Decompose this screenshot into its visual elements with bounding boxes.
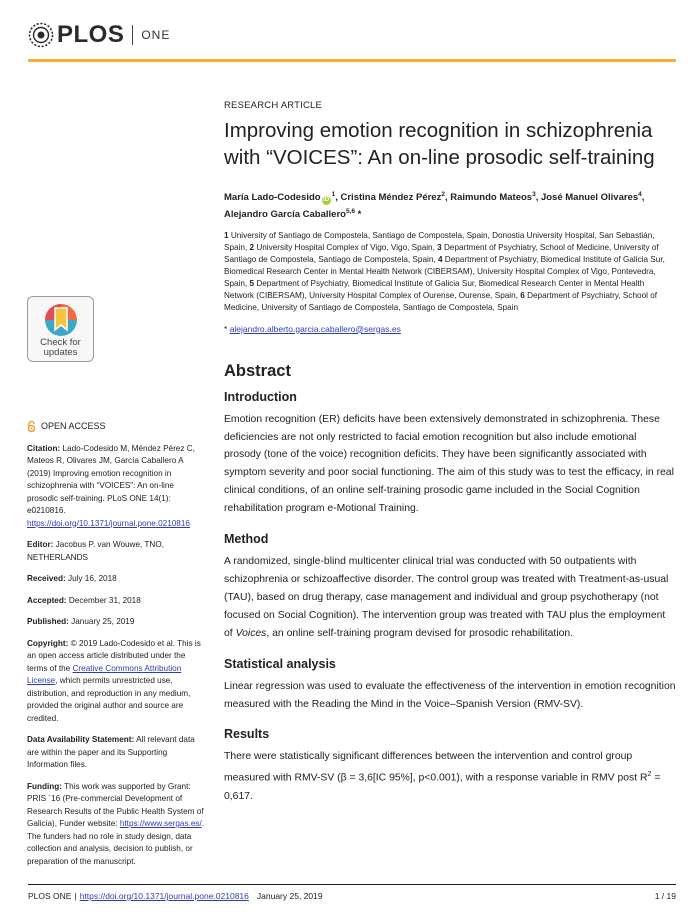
bookmark-icon (39, 302, 83, 338)
article-type: RESEARCH ARTICLE (224, 100, 323, 111)
affiliation-number: 1 (224, 231, 229, 241)
published-date: January 25, 2019 (71, 617, 135, 626)
footer-divider: | (74, 891, 77, 901)
article-title: Improving emotion recognition in schizophrenia with “VOICES”: An on-line prosodic self-training (224, 119, 655, 169)
author-separator: , (641, 192, 645, 204)
author-separator: , (444, 192, 451, 204)
footer-rule (28, 884, 676, 885)
section-heading-introduction: Introduction (224, 389, 297, 404)
open-access-label (27, 420, 207, 433)
published-label: Published: (27, 617, 69, 626)
affiliation-number: 4 (437, 255, 443, 265)
email-link[interactable]: alejandro.alberto.garcia.caballero@sergas.es (229, 323, 401, 334)
funding-block (27, 781, 207, 869)
section-body-method (224, 553, 676, 643)
editor-text: Jacobus P. van Wouwe, TNO, NETHERLANDS (27, 540, 164, 562)
footer-doi-link[interactable]: https://doi.org/10.1371/journal.pone.0210816 (79, 891, 249, 901)
author-affiliation-sup: 5,6 (345, 208, 356, 216)
journal-name: ONE (141, 28, 171, 42)
affiliation-number: 2 (249, 243, 255, 253)
citation-block (27, 443, 207, 531)
accepted-date: December 31, 2018 (68, 595, 141, 605)
accepted-block (27, 595, 207, 608)
orcid-icon[interactable]: iD (323, 197, 330, 204)
results-text-2: = 0,617. (224, 772, 661, 802)
received-block (27, 573, 207, 586)
citation-text: Lado-Codesido M, Méndez Pérez C, Mateos R, Olivares JM, García Caballero A (2019) Improving emotion recognition in schizophrenia with “VOICES”: An on-line prosodic self-training. PLoS ONE 14(1): e0210816. (27, 443, 195, 515)
affiliation-text: Department of Psychiatry, School of Medicine, University of Santiago de Compostela, Santiago de Compostela, Spain, (224, 243, 659, 265)
author-name[interactable]: José Manuel Olivares (540, 192, 639, 204)
section-heading-results: Results (224, 727, 270, 742)
affiliation-text: Department of Psychiatry, Biomedical Institute of Galicia Sur, Biomedical Research Center in Mental Health Network (CIBERSAM), University Hospital Complex of Vigo, Pontevedra, Spain, (224, 255, 665, 288)
corresponding-author-mark: * (355, 209, 362, 221)
check-updates-label (28, 338, 93, 358)
published-block (27, 616, 207, 629)
page-header (0, 0, 697, 62)
r-squared-sup: 2 (647, 771, 652, 779)
author-affiliation-sup: 2 (441, 191, 445, 198)
affiliations (224, 230, 676, 313)
section-body-statistical-analysis: Linear regression was used to evaluate the effectiveness of the intervention in emotion recognition measured with the Reading the Mind in the Voice–Spanish Version (RMV-SV). (224, 680, 676, 710)
open-access-text: OPEN ACCESS (41, 421, 106, 431)
affiliation-text: Department of Psychiatry, Biomedical Institute of Galicia Sur, Biomedical Research Center in Mental Health Network (CIBERSAM), University Hospital Complex of Ourense, Ourense, Spain, (224, 278, 645, 300)
citation-doi-link[interactable]: https://doi.org/10.1371/journal.pone.0210816 (27, 518, 190, 528)
logo-divider (132, 25, 133, 45)
email-asterisk: * (224, 323, 228, 334)
funding-label: Funding: (27, 781, 63, 791)
license-link[interactable]: Creative Commons Attribution License (27, 663, 182, 685)
affiliation-text: University of Santiago de Compostela, Santiago de Compostela, Spain, Donostia University Hospital, San Sebastián, Spain, (224, 231, 655, 253)
section-body-introduction: Emotion recognition (ER) deficits have been extensively demonstrated in schizophrenia. These deficiencies are not only restricted to facial emotion recognition but also include emotional prosody (tone of the voice) recognition deficits. They have been significantly associated with symptom severity and poor social functioning. The aim of this study was to test the efficacy, in real clinical conditions, of an online self-training prosodic game included in the Social Cognition rehabilitation program e-Motional Training. (224, 413, 674, 515)
abstract-heading: Abstract (224, 361, 291, 380)
header-accent-rule (28, 59, 676, 62)
copyright-block (27, 638, 207, 726)
affiliation-number: 3 (437, 243, 442, 253)
footer-date: January 25, 2019 (256, 891, 323, 901)
author-separator: , (535, 192, 541, 204)
voices-program-name: Voices (235, 627, 267, 639)
brand-name: PLOS (57, 21, 125, 48)
article-info-sidebar (27, 420, 207, 877)
author-name[interactable]: María Lado-Codesido (224, 192, 321, 204)
check-for-updates-badge[interactable] (27, 296, 94, 362)
editor-label: Editor: (27, 540, 54, 549)
author-list (224, 188, 676, 221)
page-number: 1 / 19 (654, 891, 676, 901)
affiliation-number: 6 (520, 290, 525, 300)
author-affiliation-sup: 1 (331, 191, 336, 198)
data-availability-block (27, 734, 207, 772)
plos-logo-icon (28, 22, 54, 48)
open-lock-icon (27, 421, 36, 432)
citation-label: Citation: (27, 443, 61, 453)
footer-journal: PLOS ONE (28, 891, 72, 901)
data-availability-label: Data Availability Statement: (27, 735, 135, 744)
accepted-label: Accepted: (27, 595, 67, 605)
author-name[interactable]: Cristina Méndez Pérez (340, 192, 442, 204)
received-date: July 16, 2018 (67, 574, 117, 583)
copyright-text-1: © 2019 Lado-Codesido et al. This is an open access article distributed under the terms of the (27, 638, 201, 673)
funder-website-link[interactable]: https://www.sergas.es/ (119, 819, 202, 828)
footer-citation (28, 891, 323, 901)
funding-text-2: . The funders had no role in study design, data collection and analysis, decision to publish, or preparation of the manuscript. (27, 819, 205, 866)
author-separator: , (335, 192, 341, 204)
check-updates-line2: updates (43, 347, 78, 358)
article-main (224, 100, 676, 820)
section-body-results (224, 748, 676, 805)
author-name[interactable]: Raimundo Mateos (450, 192, 533, 204)
method-text-2: , an online self-training program devised for prosodic rehabilitation. (266, 627, 574, 639)
section-heading-method: Method (224, 532, 269, 547)
copyright-text-2: , which permits unrestricted use, distribution, and reproduction in any medium, provided the original author and source are credited. (27, 676, 191, 723)
received-label: Received: (27, 574, 66, 583)
affiliation-number: 5 (249, 278, 255, 288)
data-availability-text: All relevant data are within the paper and its Supporting Information files. (27, 735, 195, 769)
corresponding-email (224, 324, 676, 334)
section-heading-statistical-analysis: Statistical analysis (224, 656, 336, 671)
author-name[interactable]: Alejandro García Caballero (224, 209, 346, 221)
results-text-1: There were statistically significant differences between the intervention and control group measured with RMV-SV (β = 3,6[IC 95%], p<0.001), with a response variable in RMV post R (224, 751, 648, 784)
editor-block (27, 539, 207, 564)
copyright-label: Copyright: (27, 638, 69, 648)
affiliation-text: University Hospital Complex of Vigo, Vigo, Spain, (256, 243, 435, 253)
affiliation-text: Department of Psychiatry, School of Medicine, University of Santiago de Compostela, Santiago de Compostela, Spain (224, 290, 658, 312)
funding-text-1: This work was supported by Grant: PRIS ´16 (Pre-commercial Development of Research Results of the Public Health System of Galicia), Funder website: (27, 781, 204, 828)
method-text-1: A randomized, single-blind multicenter clinical trial was conducted with 50 outpatients with schizophrenia or schizoaffective disorder. The control group was treated with Treatment-as-usual (TAU), based on drug therapy, case management and individual and group psychotherapy (not focused on Social Cognition). The intervention group was treated with TAU plus the employment of (224, 556, 669, 639)
author-affiliation-sup: 4 (638, 191, 642, 198)
author-affiliation-sup: 3 (532, 191, 536, 198)
plos-one-logo[interactable] (28, 22, 170, 48)
check-updates-line1: Check for (40, 337, 81, 348)
